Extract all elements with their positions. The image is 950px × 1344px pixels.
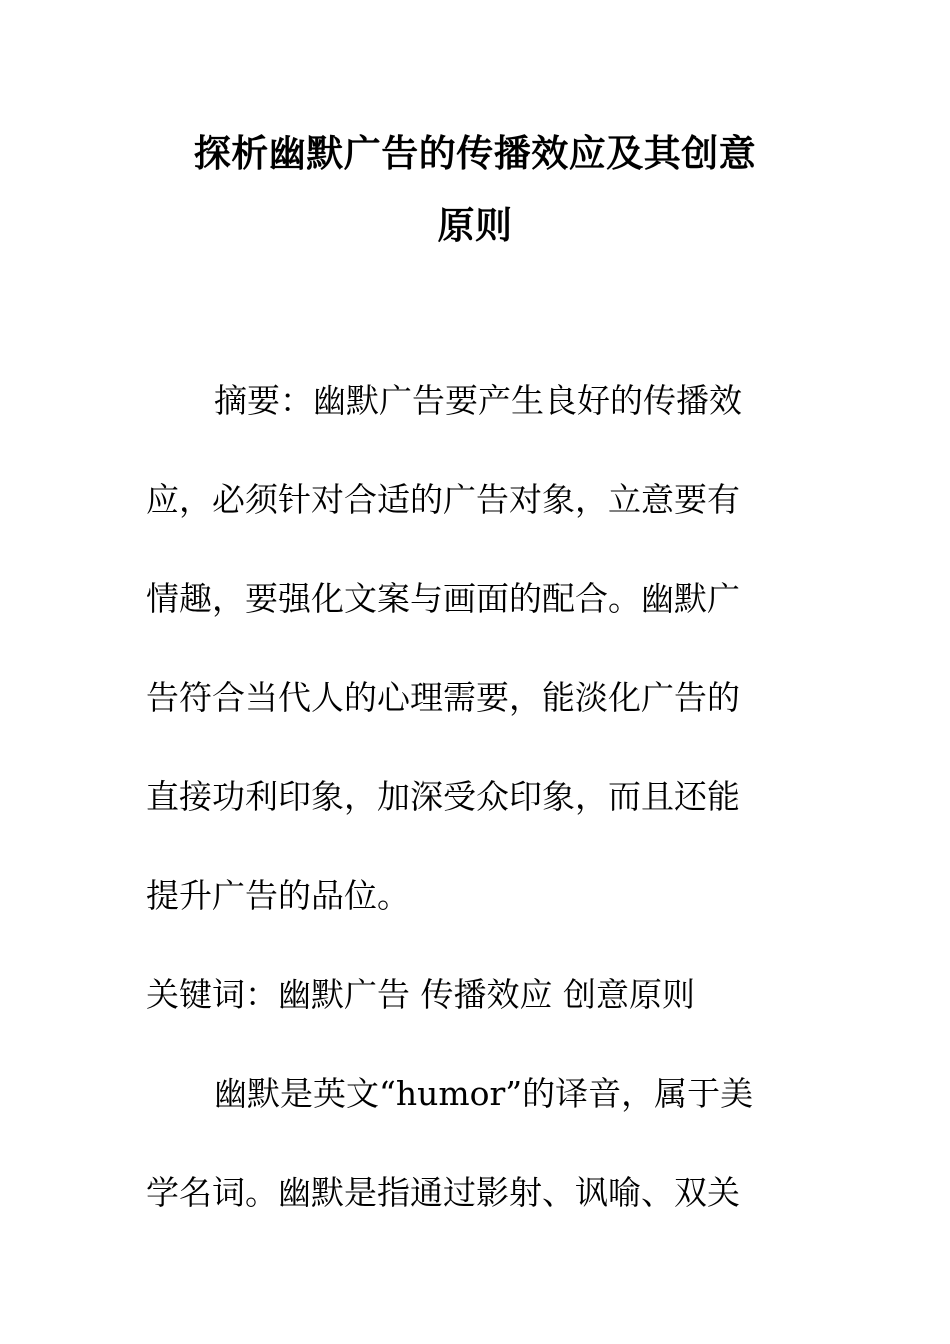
abstract-line-5: 直接功利印象，加深受众印象，而且还能 <box>146 777 740 816</box>
keywords-line: 关键词：幽默广告 传播效应 创意原则 <box>146 975 695 1014</box>
abstract-line-1: 摘要：幽默广告要产生良好的传播效 <box>214 381 742 420</box>
abstract-line-2: 应，必须针对合适的广告对象，立意要有 <box>146 480 740 519</box>
abstract-line-6: 提升广告的品位。 <box>146 876 410 915</box>
body-line-2: 学名词。幽默是指通过影射、讽喻、双关 <box>146 1173 740 1212</box>
abstract-line-4: 告符合当代人的心理需要，能淡化广告的 <box>146 678 740 717</box>
abstract-line-3: 情趣，要强化文案与画面的配合。幽默广 <box>146 579 740 618</box>
title-line-2: 原则 <box>437 203 513 247</box>
title-line-1: 探析幽默广告的传播效应及其创意 <box>193 131 757 175</box>
body-line-1: 幽默是英文“humor”的译音，属于美 <box>214 1074 754 1113</box>
